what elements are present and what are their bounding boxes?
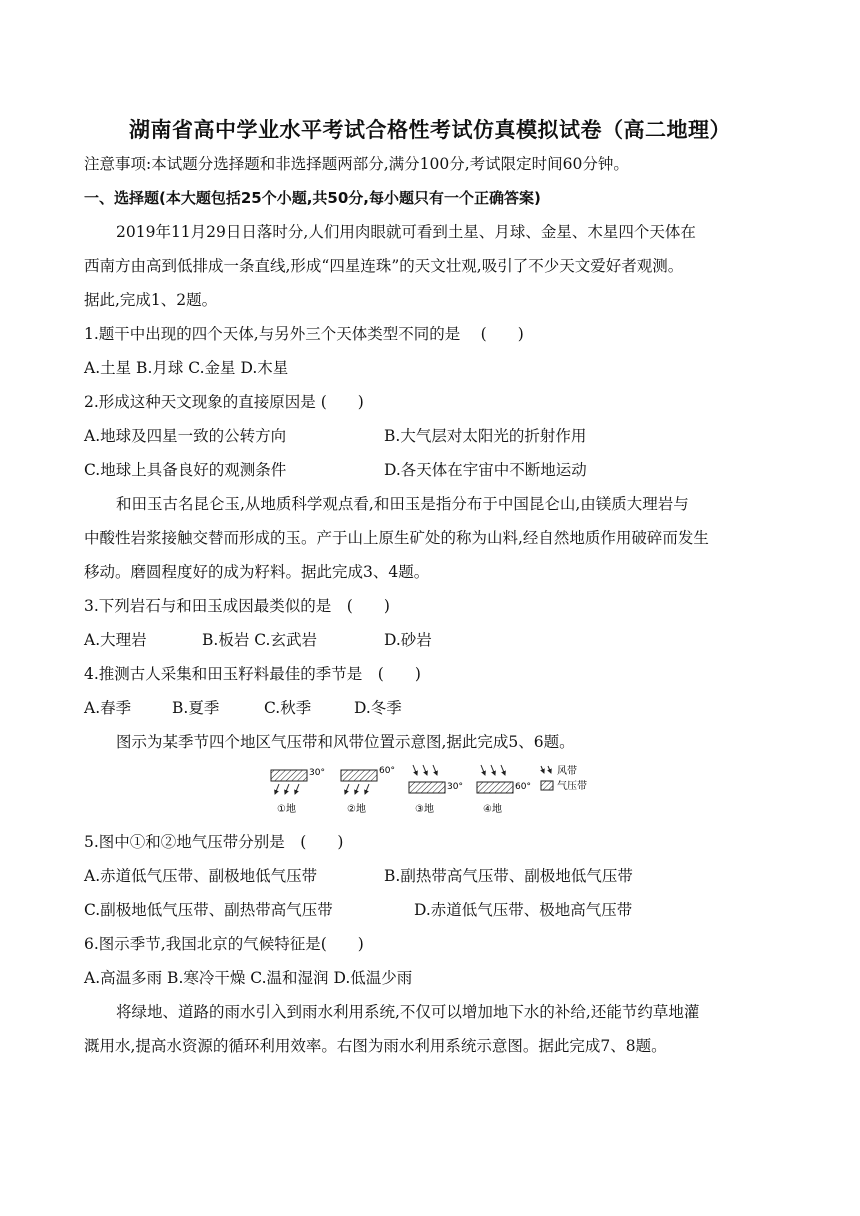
wind-arrow	[413, 765, 417, 775]
wind-arrow	[491, 765, 495, 775]
pressure-belt-box-2	[341, 770, 377, 781]
passage3: 图示为某季节四个地区气压带和风带位置示意图,据此完成5、6题。	[116, 733, 575, 751]
question-4-option-b: B.夏季	[172, 699, 220, 717]
question-6-options: A.高温多雨 B.寒冷干燥 C.温和湿润 D.低温少雨	[84, 969, 413, 987]
question-3: 3.下列岩石与和田玉成因最类似的是 ( )	[84, 597, 390, 615]
question-5: 5.图中①和②地气压带分别是 ( )	[84, 833, 344, 851]
question-2-option-a: A.地球及四星一致的公转方向	[84, 427, 287, 445]
passage1-line3: 据此,完成1、2题。	[84, 291, 218, 309]
pressure-belt-box-1	[271, 770, 307, 781]
lat-label-3: 30°	[447, 782, 463, 792]
passage2-line3: 移动。磨圆程度好的成为籽料。据此完成3、4题。	[84, 563, 430, 581]
figure-panel-4	[477, 765, 531, 815]
legend-wind-icon	[541, 766, 544, 773]
wind-arrow	[501, 765, 505, 775]
question-6: 6.图示季节,我国北京的气候特征是( )	[84, 935, 364, 953]
pressure-belt-box-4	[477, 782, 513, 793]
passage2-line2: 中酸性岩浆接触交替而形成的玉。产于山上原生矿处的称为山料,经自然地质作用破碎而发生	[84, 529, 709, 547]
legend-wind-icon	[548, 766, 551, 773]
legend-pressure-label: 气压带	[557, 781, 587, 792]
wind-arrow	[433, 765, 437, 775]
question-5-option-a: A.赤道低气压带、副极地低气压带	[84, 867, 318, 885]
question-4-option-c: C.秋季	[264, 699, 312, 717]
question-4-option-d: D.冬季	[354, 699, 402, 717]
wind-arrow	[345, 784, 349, 794]
question-1: 1.题干中出现的四个天体,与另外三个天体类型不同的是 ( )	[84, 325, 524, 343]
wind-arrow	[285, 784, 289, 794]
question-5-option-d: D.赤道低气压带、极地高气压带	[414, 901, 633, 919]
question-5-option-c: C.副极地低气压带、副热带高气压带	[84, 901, 333, 919]
passage4-line1: 将绿地、道路的雨水引入到雨水利用系统,不仅可以增加地下水的补给,还能节约草地灌	[116, 1003, 700, 1021]
region-label-4: ④地	[483, 804, 502, 815]
figure-panel-3	[409, 765, 463, 815]
figure-legend	[541, 764, 587, 792]
question-2-option-b: B.大气层对太阳光的折射作用	[384, 427, 587, 445]
section-heading: 一、选择题(本大题包括25个小题,共50分,每小题只有一个正确答案)	[84, 189, 541, 207]
question-3-option-d: D.砂岩	[384, 631, 432, 649]
legend-pressure-icon	[541, 781, 553, 790]
pressure-belt-box-3	[409, 782, 445, 793]
wind-arrow	[355, 784, 359, 794]
wind-arrow	[295, 784, 299, 794]
question-4: 4.推测古人采集和田玉籽料最佳的季节是 ( )	[84, 665, 421, 683]
question-5-option-b: B.副热带高气压带、副极地低气压带	[384, 867, 633, 885]
page-title: 湖南省高中学业水平考试合格性考试仿真模拟试卷（高二地理）	[129, 118, 731, 142]
figure-panel-1	[271, 768, 325, 815]
figure-panel-2	[341, 766, 395, 815]
question-4-option-a: A.春季	[84, 699, 132, 717]
lat-label-4: 60°	[515, 782, 531, 792]
notice: 注意事项:本试题分选择题和非选择题两部分,满分100分,考试限定时间60分钟。	[84, 155, 629, 173]
passage1-line1: 2019年11月29日日落时分,人们用肉眼就可看到土星、月球、金星、木星四个天体在	[116, 223, 696, 241]
wind-arrow	[423, 765, 427, 775]
question-3-option-bc: B.板岩 C.玄武岩	[202, 631, 317, 649]
passage1-line2: 西南方由高到低排成一条直线,形成“四星连珠”的天文壮观,吸引了不少天文爱好者观测。	[84, 257, 684, 275]
question-2-option-d: D.各天体在宇宙中不断地运动	[384, 461, 587, 479]
question-1-options: A.土星 B.月球 C.金星 D.木星	[84, 359, 289, 377]
question-3-option-a: A.大理岩	[84, 631, 147, 649]
question-2-option-c: C.地球上具备良好的观测条件	[84, 461, 287, 479]
passage4-line2: 溉用水,提高水资源的循环利用效率。右图为雨水利用系统示意图。据此完成7、8题。	[84, 1037, 667, 1055]
wind-arrow	[365, 784, 369, 794]
lat-label-1: 30°	[309, 768, 325, 778]
wind-arrow	[275, 784, 279, 794]
lat-label-2: 60°	[379, 766, 395, 776]
question-2: 2.形成这种天文现象的直接原因是 ( )	[84, 393, 364, 411]
region-label-2: ②地	[347, 804, 366, 815]
legend-wind-label: 风带	[557, 766, 577, 777]
region-label-1: ①地	[277, 804, 296, 815]
passage2-line1: 和田玉古名昆仑玉,从地质科学观点看,和田玉是指分布于中国昆仑山,由镁质大理岩与	[116, 495, 689, 513]
region-label-3: ③地	[415, 804, 434, 815]
pressure-wind-belt-figure	[265, 762, 605, 818]
wind-arrow	[481, 765, 485, 775]
